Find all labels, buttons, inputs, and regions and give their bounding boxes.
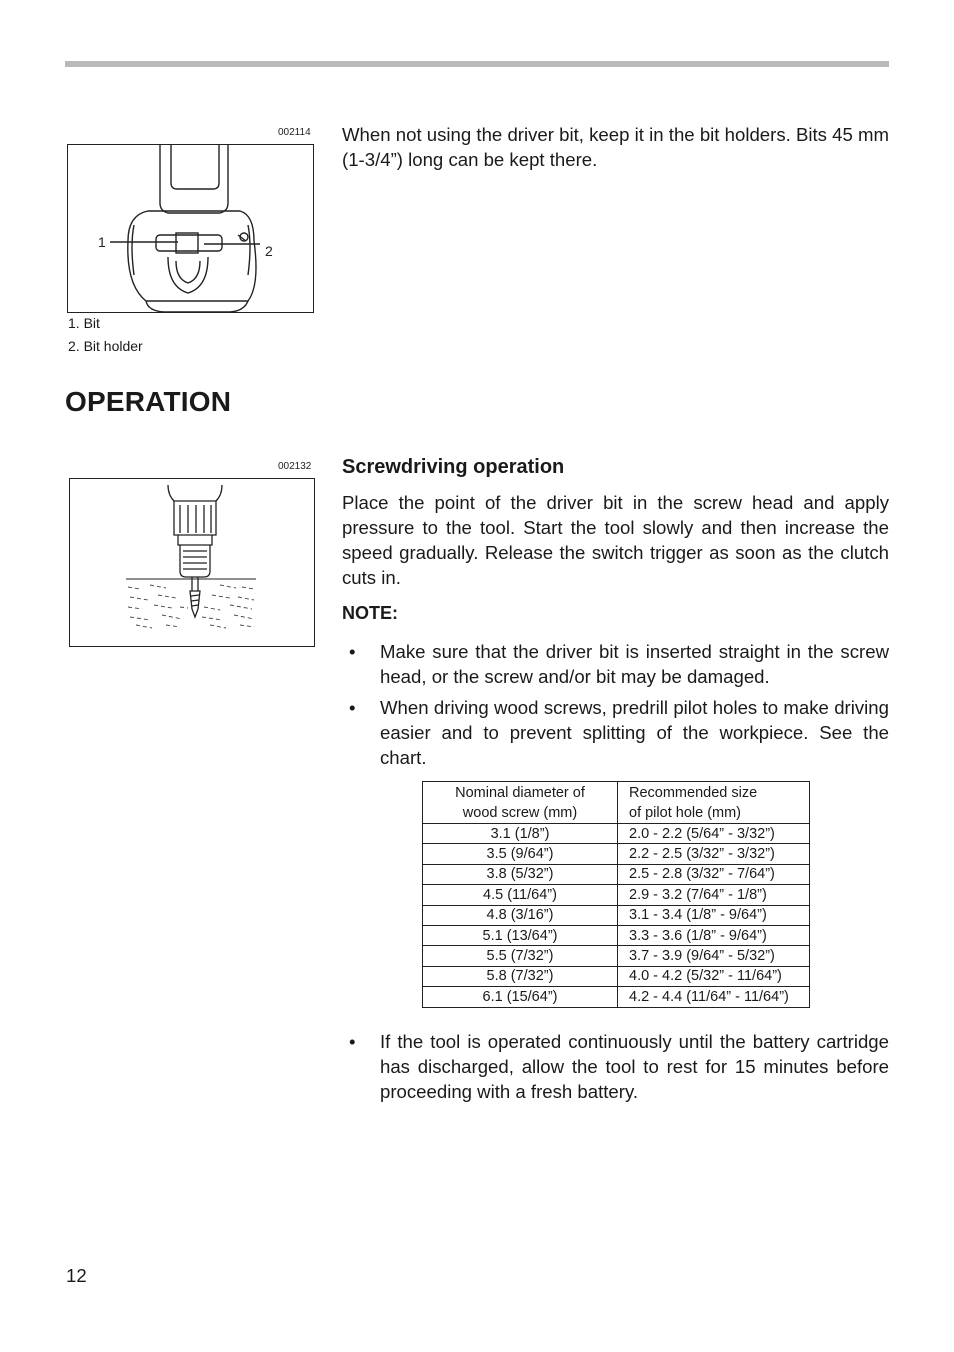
note-bullet-2 (342, 695, 889, 770)
table-cell: 4.2 - 4.4 (11/64” - 11/64”) (618, 987, 810, 1007)
table-cell: 4.0 - 4.2 (5/32” - 11/64”) (618, 966, 810, 986)
table-cell: 2.2 - 2.5 (3/32” - 3/32”) (618, 844, 810, 864)
bullet-text: Make sure that the driver bit is inserted straight in the screw head, or the screw and/or bit may be damaged. (380, 641, 889, 687)
table-cell: 3.1 - 3.4 (1/8” - 9/64”) (618, 905, 810, 925)
table-row (423, 925, 810, 945)
page-number: 12 (66, 1265, 87, 1286)
figure-code-bit-holder: 002114 (278, 127, 311, 138)
table-cell: 3.8 (5/32”) (423, 864, 618, 884)
section-title: OPERATION (65, 386, 232, 417)
table-cell: 3.3 - 3.6 (1/8” - 9/64”) (618, 925, 810, 945)
table-row (423, 864, 810, 884)
table-row (423, 966, 810, 986)
screwdriving-paragraph: Place the point of the driver bit in the screw head and apply pressure to the tool. Start the tool slowly and then increase the speed gradually. Release the switch trigger as soon as the clutch cuts in. (342, 492, 889, 588)
table-cell: 3.5 (9/64”) (423, 844, 618, 864)
table-cell: 2.9 - 3.2 (7/64” - 1/8”) (618, 885, 810, 905)
table-cell: 2.5 - 2.8 (3/32” - 7/64”) (618, 864, 810, 884)
table-cell: 2.0 - 2.2 (5/64” - 3/32”) (618, 824, 810, 844)
table-row (423, 885, 810, 905)
table-cell: 3.1 (1/8”) (423, 824, 618, 844)
table-row (423, 844, 810, 864)
header-screw-diameter (423, 782, 618, 824)
table-cell: 4.5 (11/64”) (423, 885, 618, 905)
bullet-symbol: • (349, 697, 356, 718)
screwdriving-figure (69, 478, 315, 647)
bit-holder-illustration (68, 145, 315, 314)
table-cell: 6.1 (15/64”) (423, 987, 618, 1007)
note-bullet-3 (342, 1029, 889, 1104)
header-line: Nominal diameter of (455, 784, 585, 801)
table-row (423, 905, 810, 925)
header-line: Recommended size (629, 784, 758, 801)
table-row (423, 946, 810, 966)
bit-holder-figure (67, 144, 314, 313)
table-cell: 4.8 (3/16”) (423, 905, 618, 925)
table-cell: 5.1 (13/64”) (423, 925, 618, 945)
table-cell: 5.8 (7/32”) (423, 966, 618, 986)
table-row (423, 824, 810, 844)
header-line: of pilot hole (mm) (629, 804, 742, 821)
table-cell: 5.5 (7/32”) (423, 946, 618, 966)
header-line: wood screw (mm) (462, 804, 578, 821)
bullet-text: When driving wood screws, predrill pilot holes to make driving easier and to prevent splitting of the workpiece. See the chart. (380, 697, 889, 768)
table-row (423, 987, 810, 1007)
table-cell: 3.7 - 3.9 (9/64” - 5/32”) (618, 946, 810, 966)
screwdriving-illustration (70, 479, 316, 648)
figure-legend (68, 312, 143, 358)
note-bullet-1 (342, 639, 889, 689)
legend-item-bit-holder: 2. Bit holder (68, 338, 143, 354)
header-rule (65, 61, 889, 67)
pilot-hole-table (422, 781, 810, 1008)
table-header-row (423, 782, 810, 824)
bit-storage-text: When not using the driver bit, keep it in the bit holders. Bits 45 mm (1-3/4”) long can be kept there. (342, 124, 889, 170)
figure-code-screwdriving: 002132 (278, 461, 312, 472)
subsection-title: Screwdriving operation (342, 456, 565, 478)
bullet-symbol: • (349, 641, 356, 662)
callout-2: 2 (265, 243, 273, 259)
note-label: NOTE: (342, 603, 398, 623)
header-pilot-hole-size (618, 782, 810, 824)
legend-item-bit: 1. Bit (68, 315, 100, 331)
bullet-text: If the tool is operated continuously until the battery cartridge has discharged, allow the tool to rest for 15 minutes before proceeding with a fresh battery. (380, 1031, 889, 1102)
callout-1: 1 (98, 234, 106, 250)
bullet-symbol: • (349, 1031, 356, 1052)
